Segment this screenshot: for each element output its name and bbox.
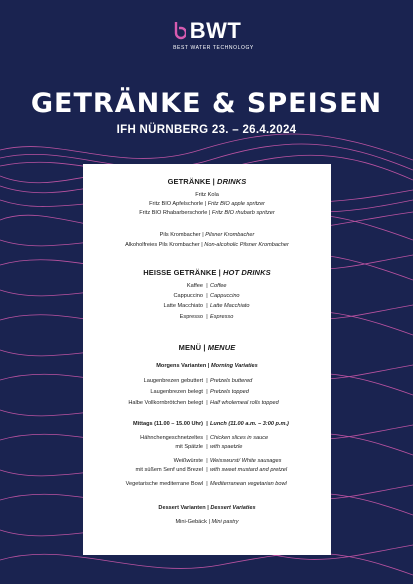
bwt-drop-icon [172, 21, 186, 41]
morning-heading: Morgens Varianten | Morning Variaties [156, 363, 258, 369]
page-title: GETRÄNKE & SPEISEN [30, 88, 383, 119]
logo-subtitle: BEST WATER TECHNOLOGY [173, 45, 254, 51]
dessert-item: Mini-Gebäck | Mini pastry [175, 519, 239, 525]
drink-item: Fritz BIO Rhabarberschorle | Fritz BIO rhubarb spritzer [139, 210, 275, 216]
dessert-heading: Dessert Varianten | Dessert Variaties [158, 505, 256, 511]
drink-item: Fritz BIO Apfelschorle | Fritz BIO apple spritzer [149, 201, 265, 207]
menu-heading: MENÜ | MENUE [178, 343, 236, 352]
event-subtitle: IFH NÜRNBERG 23. – 26.4.2024 [116, 124, 297, 136]
drink-item: Alkoholfreies Pils Krombacher | Non-alcoholic Pilsner Krombacher [125, 242, 289, 248]
drinks-heading: GETRÄNKE | DRINKS [167, 177, 247, 186]
drink-item: Fritz Kola [195, 192, 219, 198]
drink-item: Pils Krombacher | Pilsner Krombacher [159, 232, 255, 238]
bwt-logo [0, 18, 413, 51]
menu-card: GETRÄNKE | DRINKS Fritz Kola Fritz BIO Apfelschorle | Fritz BIO apple spritzer Fritz BIO Rhabarberschorle | Fritz BIO rhubarb spritzer Pils Krombacher | Pilsner Krombacher Alkoholfreies Pils Krombacher | Non-alcoholic Pilsner Krombacher HEISSE GETRÄNKE | HOT DRINKS Kaffee | Coffee Cappuccino | Cappuccino Latte Macchiato | Latte Macchiato Espresso | Espresso MENÜ | MENUE Morgens Varianten | Morning Variaties Laugenbrezen gebuttert | Pretzels buttered Laugenbrezen belegt | Pretzels topped Halbe Vollkornbrötchen belegt | Half wholemeal rolls topped Mittags (11.00 – 15.00 Uhr) | Lunch (11.00 a.m. – 3:00 p.m.) Hähnchengeschnetzeltes | Chicken slices in sauce mit Spätzle | with spaetzle Weißwürste | Weisswurst/ White sausages mit süßem Senf und Brezel | with sweet mustard and pretzel Vegetarische mediterrane Bowl | Mediterranean vegetarian bowl Dessert Varianten | Dessert Variaties Mini-Gebäck | Mini pastry [83, 164, 331, 555]
logo-text: BWT [189, 18, 242, 43]
hot-drinks-heading: HEISSE GETRÄNKE | HOT DRINKS [143, 268, 271, 277]
